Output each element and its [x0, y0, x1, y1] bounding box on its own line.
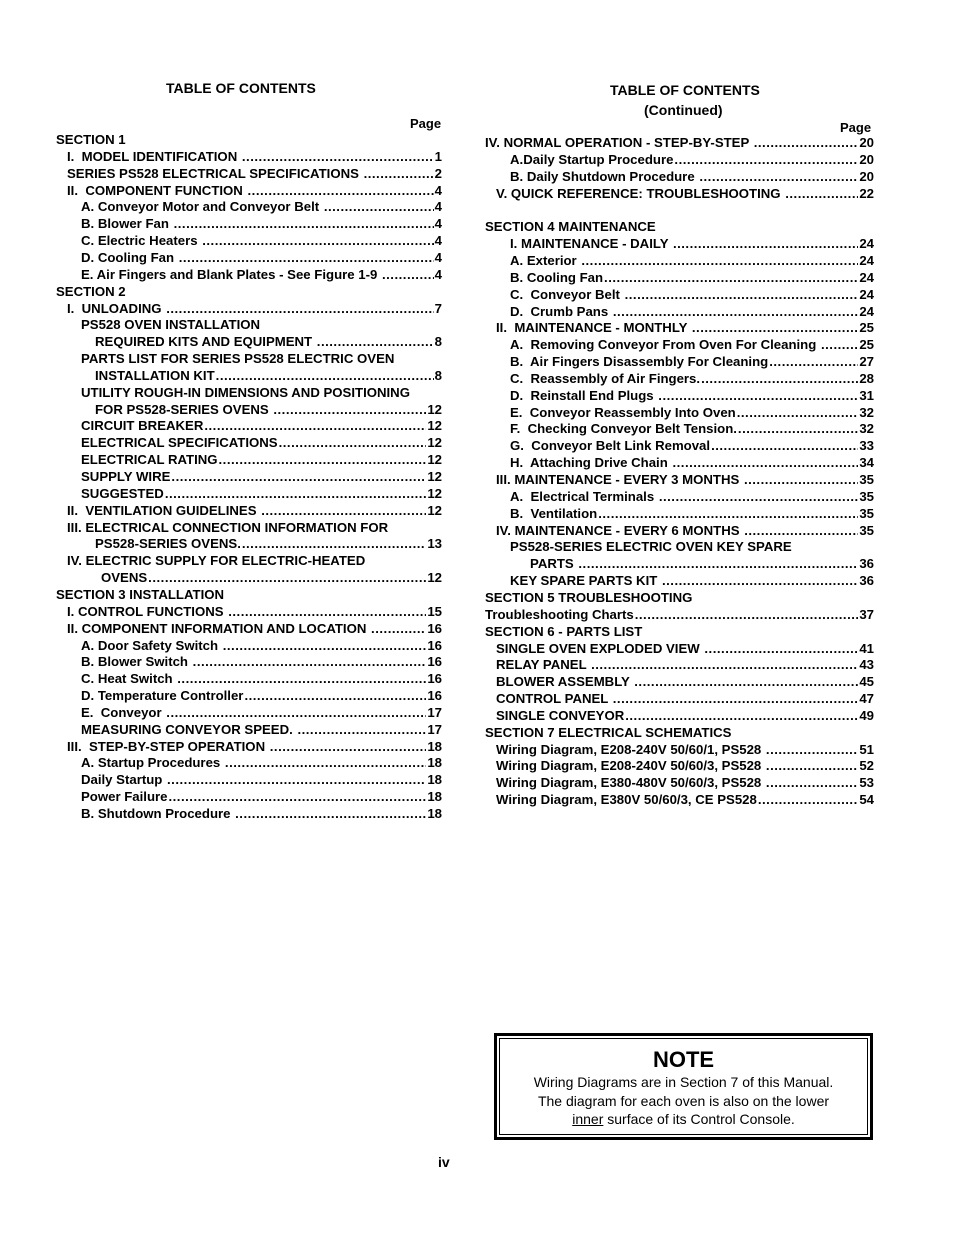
toc-entry[interactable] — [510, 354, 874, 370]
dot-leader — [174, 216, 434, 232]
dot-leader — [711, 438, 858, 454]
dot-leader — [625, 708, 858, 724]
toc-entry-label: Wiring Diagram, E380V 50/60/3, CE PS528 — [496, 792, 757, 808]
toc-entry-page: 54 — [859, 792, 874, 808]
toc-entry-page: 17 — [427, 704, 442, 720]
toc-entry-label: II. COMPONENT INFORMATION AND LOCATION — [67, 620, 371, 636]
toc-entry[interactable] — [81, 250, 442, 266]
toc-entry-label: A. Removing Conveyor From Oven For Cleaning — [510, 337, 820, 353]
dot-leader — [634, 674, 858, 690]
toc-heading: SECTION 6 - PARTS LIST — [485, 623, 643, 639]
toc-title-left: TABLE OF CONTENTS — [166, 80, 316, 96]
toc-entry-label: E. Conveyor Reassembly Into Oven — [510, 404, 736, 420]
toc-entry-label: SUPPLY WIRE — [81, 469, 171, 484]
dot-leader — [581, 253, 858, 269]
toc-entry-label: A. Exterior — [510, 252, 581, 268]
toc-entry-page: 45 — [859, 674, 874, 690]
toc-entry-label: KEY SPARE PARTS KIT — [510, 573, 661, 589]
toc-entry-label: OVENS — [101, 570, 148, 586]
toc-entry-page: 41 — [859, 640, 874, 656]
toc-entry-label: A. Door Safety Switch — [81, 637, 222, 653]
toc-entry-page: 16 — [427, 671, 442, 687]
toc-entry-page: 24 — [859, 286, 874, 302]
dot-leader — [317, 334, 434, 350]
dot-leader — [591, 657, 858, 673]
toc-entry-label: D. Temperature Controller — [81, 688, 244, 704]
toc-heading: UTILITY ROUGH-IN DIMENSIONS AND POSITIONING — [81, 384, 410, 400]
toc-entry[interactable] — [81, 267, 442, 283]
toc-entry-label: II. MAINTENANCE - MONTHLY — [496, 320, 691, 336]
dot-leader — [223, 638, 427, 654]
toc-entry-page: 18 — [427, 806, 442, 821]
toc-entry[interactable] — [67, 301, 442, 317]
dot-leader — [613, 304, 858, 320]
toc-entry-label: B. Blower Switch — [81, 654, 192, 670]
toc-entry-label: C. Reassembly of Air Fingers. — [510, 370, 701, 386]
toc-entry-label: INSTALLATION KIT — [95, 367, 215, 383]
toc-entry-page: 8 — [434, 334, 442, 350]
toc-entry-label: B. Cooling Fan — [510, 269, 604, 285]
toc-entry-page: 4 — [434, 182, 442, 198]
toc-entry-label: SINGLE OVEN EXPLODED VIEW — [496, 640, 704, 656]
toc-entry-label: Power Failure — [81, 789, 168, 805]
toc-entry[interactable] — [95, 536, 442, 552]
toc-heading: SECTION 1 — [56, 132, 126, 147]
dot-leader — [202, 233, 433, 249]
toc-entry[interactable] — [510, 455, 874, 471]
note-line-2: The diagram for each oven is also on the lower — [537, 1092, 830, 1109]
toc-entry-label: REQUIRED KITS AND EQUIPMENT — [95, 334, 316, 350]
toc-entry[interactable] — [510, 421, 874, 437]
toc-entry-page: 12 — [427, 570, 442, 586]
toc-entry-page: 4 — [434, 199, 442, 215]
dot-leader — [168, 789, 426, 805]
toc-entry[interactable] — [510, 152, 874, 168]
dot-leader — [766, 775, 858, 791]
toc-entry-label: B. Blower Fan — [81, 216, 173, 232]
dot-leader — [364, 166, 434, 182]
toc-entry[interactable] — [496, 691, 874, 707]
toc-entry-label: Wiring Diagram, E208-240V 50/60/3, PS528 — [496, 758, 765, 774]
toc-entry[interactable] — [67, 503, 442, 519]
toc-entry-label: C. Electric Heaters — [81, 233, 202, 249]
toc-entry[interactable] — [496, 523, 874, 539]
toc-heading: III. ELECTRICAL CONNECTION INFORMATION FOR — [67, 519, 389, 535]
toc-entry-label: A. Electrical Terminals — [510, 488, 658, 504]
dot-leader — [165, 486, 427, 502]
dot-leader — [704, 641, 858, 657]
toc-entry-label: F. Checking Conveyor Belt Tension. — [510, 421, 737, 437]
toc-entry[interactable] — [95, 334, 442, 350]
dot-leader — [659, 489, 859, 505]
dot-leader — [177, 671, 426, 687]
toc-entry-page: 4 — [434, 233, 442, 249]
toc-entry-label: G. Conveyor Belt Link Removal — [510, 438, 711, 454]
toc-entry[interactable] — [81, 806, 442, 822]
toc-entry-page: 36 — [859, 573, 874, 589]
toc-entry-page: 32 — [859, 421, 874, 437]
toc-entry[interactable] — [510, 304, 874, 320]
toc-entry-page: 18 — [427, 755, 442, 771]
toc-heading: SECTION 3 INSTALLATION — [56, 586, 225, 602]
toc-entry-label: D. Reinstall End Plugs — [510, 387, 658, 403]
dot-leader — [219, 452, 427, 468]
toc-entry-page: 12 — [427, 418, 442, 434]
toc-entry-page: 28 — [859, 370, 874, 386]
dot-leader — [738, 421, 858, 437]
dot-leader — [235, 806, 426, 822]
toc-entry-label: E. Air Fingers and Blank Plates - See Figure 1-9 — [81, 266, 381, 282]
dot-leader — [204, 418, 426, 434]
toc-entry-page: 12 — [427, 401, 442, 417]
toc-entry[interactable] — [496, 472, 874, 488]
toc-entry-page: 34 — [859, 455, 874, 471]
toc-entry-label: B. Ventilation — [510, 505, 598, 521]
page-number: iv — [438, 1154, 450, 1170]
page-column-label-right: Page — [840, 120, 872, 135]
note-underlined-word: inner — [572, 1111, 604, 1127]
toc-entry[interactable] — [67, 604, 442, 620]
note-line-3-rest: surface of its Control Console. — [603, 1111, 795, 1127]
dot-leader — [324, 199, 434, 215]
toc-entry[interactable] — [67, 166, 442, 182]
dot-leader — [297, 722, 426, 738]
toc-entry-label: D. Cooling Fan — [81, 249, 178, 265]
toc-subtitle-right: (Continued) — [644, 102, 723, 118]
toc-entry[interactable] — [81, 789, 442, 805]
dot-leader — [228, 604, 426, 620]
dot-leader — [279, 435, 427, 451]
toc-entry[interactable] — [496, 641, 874, 657]
toc-entry-page: 35 — [859, 472, 874, 487]
dot-leader — [244, 688, 426, 704]
toc-entry-page: 27 — [859, 354, 874, 370]
toc-heading: IV. ELECTRIC SUPPLY FOR ELECTRIC-HEATED — [67, 553, 366, 569]
dot-leader — [672, 455, 858, 471]
dot-leader — [598, 506, 858, 522]
toc-entry-label: C. Conveyor Belt — [510, 286, 624, 302]
dot-leader — [658, 388, 858, 404]
toc-entry[interactable] — [510, 388, 874, 404]
toc-heading: SECTION 4 MAINTENANCE — [485, 219, 656, 235]
dot-leader — [578, 556, 858, 572]
note-line-1: Wiring Diagrams are in Section 7 of this Manual. — [533, 1074, 834, 1090]
toc-entry-label: I. UNLOADING — [67, 300, 166, 316]
toc-entry[interactable] — [81, 216, 442, 232]
toc-entry-page: 16 — [427, 620, 442, 636]
toc-entry[interactable] — [101, 570, 442, 586]
toc-entry-label: FOR PS528-SERIES OVENS — [95, 401, 273, 417]
toc-entry-page: 53 — [859, 775, 874, 791]
toc-entry-label: CIRCUIT BREAKER — [81, 418, 204, 434]
toc-entry[interactable] — [510, 270, 874, 286]
dot-leader — [635, 607, 859, 623]
toc-entry-label: CONTROL PANEL — [496, 691, 612, 707]
toc-entry-page: 18 — [427, 772, 442, 788]
dot-leader — [699, 169, 858, 185]
toc-entry-page: 4 — [434, 249, 442, 265]
toc-entry-page: 43 — [859, 657, 874, 673]
toc-entry-page: 24 — [859, 303, 874, 319]
toc-heading: PS528 OVEN INSTALLATION — [81, 317, 261, 333]
toc-entry[interactable] — [67, 149, 442, 165]
toc-entry-page: 13 — [427, 536, 442, 552]
toc-entry[interactable] — [81, 755, 442, 771]
toc-entry[interactable] — [81, 722, 442, 738]
toc-entry-label: B. Daily Shutdown Procedure — [510, 168, 699, 184]
toc-entry-label: B. Shutdown Procedure — [81, 806, 235, 821]
toc-entry-label: PARTS — [530, 556, 578, 572]
toc-entry[interactable] — [510, 337, 874, 353]
toc-entry[interactable] — [67, 183, 442, 199]
dot-leader — [692, 320, 858, 336]
dot-leader — [270, 739, 427, 755]
toc-entry[interactable] — [81, 233, 442, 249]
toc-entry[interactable] — [81, 772, 442, 788]
toc-entry[interactable] — [496, 674, 874, 690]
dot-leader — [758, 792, 859, 808]
toc-heading: PS528-SERIES ELECTRIC OVEN KEY SPARE — [510, 539, 792, 555]
toc-entry[interactable] — [510, 573, 874, 589]
toc-entry-label: IV. NORMAL OPERATION - STEP-BY-STEP — [485, 135, 753, 150]
toc-entry[interactable] — [510, 405, 874, 421]
toc-entry-page: 24 — [859, 269, 874, 285]
toc-entry-page: 12 — [427, 435, 442, 451]
toc-entry-page: 12 — [427, 452, 442, 468]
toc-heading: SECTION 7 ELECTRICAL SCHEMATICS — [485, 724, 732, 740]
toc-entry-label: E. Conveyor — [81, 704, 166, 720]
toc-entry-page: 25 — [859, 337, 874, 353]
toc-entry-label: I. MAINTENANCE - DAILY — [510, 236, 672, 252]
toc-entry-label: C. Heat Switch — [81, 671, 177, 687]
dot-leader — [613, 691, 859, 707]
toc-heading: SECTION 5 TROUBLESHOOTING — [485, 589, 693, 605]
toc-entry-label: B. Air Fingers Disassembly For Cleaning — [510, 354, 769, 370]
toc-entry[interactable] — [81, 654, 442, 670]
toc-entry-page: 35 — [859, 488, 874, 504]
dot-leader — [261, 503, 426, 519]
toc-entry-page: 16 — [427, 654, 442, 670]
toc-entry[interactable] — [496, 742, 874, 758]
toc-entry-label: ELECTRICAL RATING — [81, 452, 218, 468]
toc-entry[interactable] — [67, 739, 442, 755]
toc-entry[interactable] — [496, 186, 874, 202]
toc-entry[interactable] — [510, 236, 874, 252]
toc-entry-label: RELAY PANEL — [496, 657, 591, 673]
toc-heading: PARTS LIST FOR SERIES PS528 ELECTRIC OVEN — [81, 351, 395, 367]
toc-entry-page: 35 — [859, 522, 874, 538]
toc-entry-label: A. Startup Procedures — [81, 755, 224, 771]
toc-entry-page: 16 — [427, 637, 442, 653]
toc-entry-page: 4 — [434, 216, 442, 232]
toc-entry-page: 15 — [427, 603, 442, 619]
toc-entry[interactable] — [81, 671, 442, 687]
toc-entry-label: Troubleshooting Charts — [485, 606, 634, 622]
dot-leader — [248, 183, 434, 199]
toc-entry-page: 24 — [859, 236, 874, 252]
dot-leader — [625, 287, 859, 303]
toc-entry[interactable] — [510, 253, 874, 269]
dot-leader — [821, 337, 858, 353]
toc-entry-page: 1 — [434, 148, 442, 164]
dot-leader — [242, 149, 434, 165]
dot-leader — [766, 742, 858, 758]
toc-entry-page: 12 — [427, 485, 442, 501]
note-box — [494, 1033, 873, 1140]
dot-leader — [674, 152, 858, 168]
toc-entry[interactable] — [95, 368, 442, 384]
toc-entry[interactable] — [510, 506, 874, 522]
toc-entry[interactable] — [496, 708, 874, 724]
toc-entry-page: 35 — [859, 505, 874, 521]
toc-entry-label: Wiring Diagram, E380-480V 50/60/3, PS528 — [496, 775, 765, 791]
dot-leader — [148, 570, 426, 586]
toc-entry-page: 49 — [859, 707, 874, 723]
toc-entry[interactable] — [67, 621, 442, 637]
toc-entry-page: 32 — [859, 404, 874, 420]
dot-leader — [744, 523, 858, 539]
toc-entry[interactable] — [496, 792, 874, 808]
note-inner-frame — [499, 1038, 868, 1135]
toc-entry-label: Wiring Diagram, E208-240V 50/60/1, PS528 — [496, 741, 765, 757]
toc-entry[interactable] — [496, 657, 874, 673]
dot-leader — [273, 402, 426, 418]
toc-entry-label: II. VENTILATION GUIDELINES — [67, 502, 261, 518]
toc-entry[interactable] — [496, 775, 874, 791]
toc-entry-page: 24 — [859, 252, 874, 268]
toc-entry-page: 12 — [427, 502, 442, 518]
toc-entry[interactable] — [496, 320, 874, 336]
toc-entry-label: Daily Startup — [81, 772, 167, 788]
toc-entry-label: ELECTRICAL SPECIFICATIONS — [81, 435, 278, 451]
toc-entry-page: 18 — [427, 789, 442, 805]
toc-entry-label: MEASURING CONVEYOR SPEED. — [81, 721, 297, 737]
toc-heading: SECTION 2 — [56, 283, 126, 299]
dot-leader — [166, 705, 426, 721]
toc-entry-label: H. Attaching Drive Chain — [510, 455, 672, 471]
toc-entry-page: 8 — [434, 367, 442, 383]
dot-leader — [193, 654, 427, 670]
dot-leader — [371, 621, 426, 637]
note-title: NOTE — [652, 1047, 715, 1072]
toc-entry-label: BLOWER ASSEMBLY — [496, 674, 634, 690]
toc-entry-page: 20 — [859, 168, 874, 184]
toc-title-right: TABLE OF CONTENTS — [610, 82, 760, 98]
toc-entry-label: SERIES PS528 ELECTRICAL SPECIFICATIONS — [67, 165, 363, 181]
dot-leader — [785, 186, 858, 202]
toc-entry-label: D. Crumb Pans — [510, 303, 612, 319]
toc-entry-page: 16 — [427, 688, 442, 704]
toc-entry-page: 20 — [859, 135, 874, 150]
dot-leader — [382, 267, 434, 283]
toc-entry[interactable] — [510, 438, 874, 454]
toc-entry[interactable] — [81, 452, 442, 468]
toc-entry-label: III. MAINTENANCE - EVERY 3 MONTHS — [496, 472, 743, 487]
dot-leader — [769, 354, 858, 370]
dot-leader — [167, 772, 426, 788]
dot-leader — [744, 472, 858, 488]
toc-entry[interactable] — [81, 469, 442, 485]
toc-entry-page: 36 — [859, 556, 874, 572]
toc-entry-page: 7 — [434, 300, 442, 316]
toc-entry-label: SINGLE CONVEYOR — [496, 707, 625, 723]
toc-entry[interactable] — [81, 435, 442, 451]
toc-entry-label: IV. MAINTENANCE - EVERY 6 MONTHS — [496, 522, 744, 538]
toc-entry[interactable] — [81, 705, 442, 721]
toc-entry-label: I. MODEL IDENTIFICATION — [67, 148, 241, 164]
dot-leader — [701, 371, 858, 387]
toc-entry-page: 51 — [859, 741, 874, 757]
toc-entry-page: 31 — [859, 387, 874, 403]
toc-entry[interactable] — [485, 607, 874, 623]
note-line-3 — [500, 1110, 867, 1129]
dot-leader — [216, 368, 434, 384]
toc-entry[interactable] — [530, 556, 874, 572]
toc-entry-page: 33 — [859, 438, 874, 454]
toc-entry-label: I. CONTROL FUNCTIONS — [67, 603, 228, 619]
toc-entry-label: A.Daily Startup Procedure — [510, 151, 674, 167]
toc-entry-page: 37 — [859, 606, 874, 622]
toc-entry-label: III. STEP-BY-STEP OPERATION — [67, 738, 269, 754]
dot-leader — [242, 536, 426, 552]
dot-leader — [766, 758, 858, 774]
dot-leader — [604, 270, 858, 286]
toc-entry[interactable] — [81, 199, 442, 215]
dot-leader — [754, 135, 859, 151]
dot-leader — [662, 573, 858, 589]
toc-entry-page: 25 — [859, 320, 874, 336]
dot-leader — [166, 301, 433, 317]
toc-entry[interactable] — [81, 638, 442, 654]
toc-entry[interactable] — [81, 486, 442, 502]
toc-entry[interactable] — [81, 688, 442, 704]
toc-entry-label: PS528-SERIES OVENS. — [95, 536, 241, 552]
toc-entry-page: 52 — [859, 758, 874, 774]
toc-entry-page: 20 — [859, 151, 874, 167]
toc-entry-page: 18 — [427, 738, 442, 754]
toc-entry[interactable] — [95, 402, 442, 418]
toc-entry-page: 22 — [859, 185, 874, 201]
dot-leader — [225, 755, 426, 771]
toc-entry-label: V. QUICK REFERENCE: TROUBLESHOOTING — [496, 185, 785, 201]
toc-entry[interactable] — [510, 287, 874, 303]
toc-entry[interactable] — [510, 169, 874, 185]
toc-entry[interactable] — [485, 135, 874, 151]
dot-leader — [737, 405, 859, 421]
dot-leader — [673, 236, 858, 252]
toc-entry-page: 2 — [434, 165, 442, 181]
toc-entry[interactable] — [496, 758, 874, 774]
toc-entry-page: 17 — [427, 721, 442, 737]
toc-entry-page: 4 — [434, 266, 442, 282]
toc-entry-page: 12 — [427, 469, 442, 484]
page-column-label-left: Page — [410, 116, 442, 131]
dot-leader — [171, 469, 426, 485]
toc-entry-page: 47 — [859, 691, 874, 707]
toc-entry[interactable] — [510, 371, 874, 387]
toc-entry-label: SUGGESTED — [81, 485, 164, 501]
toc-entry[interactable] — [81, 418, 442, 434]
toc-entry[interactable] — [510, 489, 874, 505]
dot-leader — [179, 250, 434, 266]
toc-entry-label: II. COMPONENT FUNCTION — [67, 182, 247, 198]
toc-entry-label: A. Conveyor Motor and Conveyor Belt — [81, 199, 323, 215]
